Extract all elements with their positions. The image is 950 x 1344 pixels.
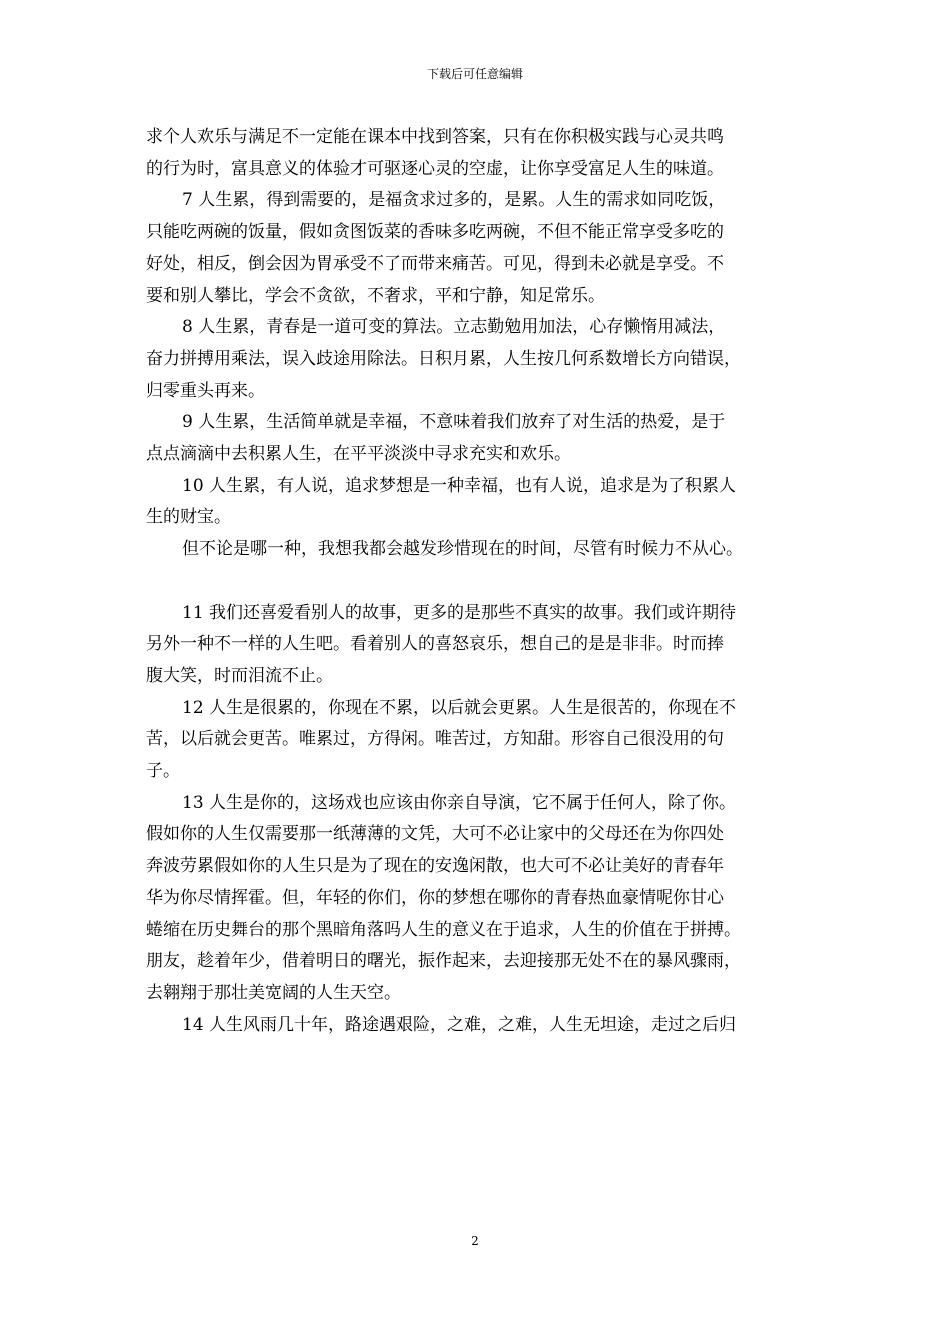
text-line: 子。 <box>146 761 180 782</box>
text-line: 腹大笑，时而泪流不止。 <box>146 665 333 686</box>
text-line: 朋友，趁着年少，借着明日的曙光，振作起来，去迎接那无处不在的暴风骤雨， <box>146 951 741 972</box>
paragraph-start: 但不论是哪一种，我想我都会越发珍惜现在的时间，尽管有时候力不从心。 <box>182 539 743 560</box>
text-line: 另外一种不一样的人生吧。看着别人的喜怒哀乐，想自己的是是非非。时而捧 <box>146 634 724 655</box>
text-line: 要和别人攀比，学会不贪欲，不奢求，平和宁静，知足常乐。 <box>146 285 605 306</box>
paragraph-13-start: 13 人生是你的，这场戏也应该由你亲自导演，它不属于任何人，除了你。 <box>182 792 737 813</box>
text-line: 奔波劳累假如你的人生只是为了现在的安逸闲散，也大可不必让美好的青春年 <box>146 856 724 877</box>
paragraph-10-start: 10 人生累，有人说，追求梦想是一种幸福，也有人说，追求是为了积累人 <box>182 475 737 496</box>
text-line: 假如你的人生仅需要那一纸薄薄的文凭，大可不必让家中的父母还在为你四处 <box>146 824 724 845</box>
text-line: 华为你尽情挥霍。但，年轻的你们，你的梦想在哪你的青春热血豪情呢你甘心 <box>146 887 724 908</box>
text-line: 的行为时，富具意义的体验才可驱逐心灵的空虚，让你享受富足人生的味道。 <box>146 158 724 179</box>
text-line: 点点滴滴中去积累人生，在平平淡淡中寻求充实和欢乐。 <box>146 444 571 465</box>
text-line: 归零重头再来。 <box>146 380 265 401</box>
text-line: 去翱翔于那壮美宽阔的人生天空。 <box>146 982 401 1003</box>
paragraph-14-start: 14 人生风雨几十年，路途遇艰险，之难，之难，人生无坦途，走过之后归 <box>182 1014 737 1035</box>
text-line: 奋力拼搏用乘法，误入歧途用除法。日积月累，人生按几何系数增长方向错误， <box>146 348 741 369</box>
text-line: 苦，以后就会更苦。唯累过，方得闲。唯苦过，方知甜。形容自己很没用的句 <box>146 729 724 750</box>
text-line: 好处，相反，倒会因为胃承受不了而带来痛苦。可见，得到未必就是享受。不 <box>146 253 724 274</box>
document-body <box>146 122 812 1041</box>
paragraph-12-start: 12 人生是很累的，你现在不累，以后就会更累。人生是很苦的，你现在不 <box>182 697 737 718</box>
text-line: 只能吃两碗的饭量，假如贪图饭菜的香味多吃两碗，不但不能正常享受多吃的 <box>146 222 724 243</box>
page-number: 2 <box>471 1234 479 1248</box>
blank-line <box>146 566 812 598</box>
page-header: 下载后可任意编辑 <box>426 67 523 81</box>
paragraph-11-start: 11 我们还喜爱看别人的故事，更多的是那些不真实的故事。我们或许期待 <box>182 602 737 623</box>
paragraph-9-start: 9 人生累，生活简单就是幸福，不意味着我们放弃了对生活的热爱，是于 <box>182 412 726 433</box>
text-line: 生的财宝。 <box>146 507 231 528</box>
paragraph-7-start: 7 人生累，得到需要的，是福贪求过多的，是累。人生的需求如同吃饭， <box>182 190 726 211</box>
paragraph-8-start: 8 人生累，青春是一道可变的算法。立志勤勉用加法，心存懒惰用减法， <box>182 317 726 338</box>
text-line: 求个人欢乐与满足不一定能在课本中找到答案，只有在你积极实践与心灵共鸣 <box>146 127 724 147</box>
text-line: 蜷缩在历史舞台的那个黑暗角落吗人生的意义在于追求，人生的价值在于拼搏。 <box>146 919 741 940</box>
